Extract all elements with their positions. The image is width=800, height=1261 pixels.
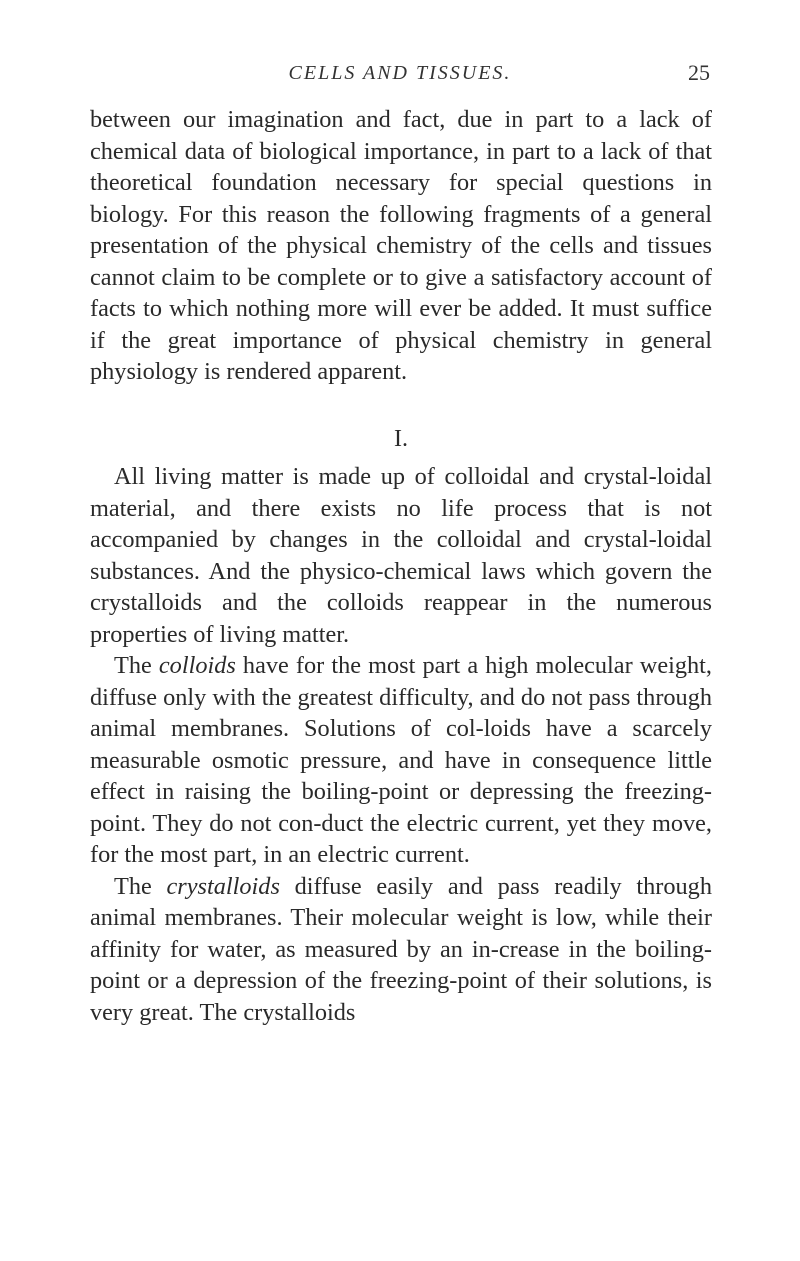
paragraph-colloids-intro: The (114, 652, 159, 679)
paragraph-crystalloids-intro: The (114, 872, 167, 900)
term-colloids: colloids (158, 652, 236, 679)
page-number: 25 (688, 60, 710, 85)
paragraph-continuation: between our imagination and fact, due in part to a lack of chemical data of biological importance, in part to a lack of that theoretical foundation necessary for special questions in biology. For this reason the following fragments of a general presentation of the physical chemistry of the cells and tissues cannot claim to be complete or to give a satisfactory account of facts to which nothing more will ever be added. It must suffice if the great importance of physical chemistry in general physiology is rendered apparent. (90, 106, 712, 385)
paragraph-colloids-body: have for the most part a high molecular weight, diffuse only with the greatest difficulty, and do not pass through animal membranes. Solutions of col-loids have a scarcely measurable osmotic pressure, and have in consequence little effect in raising the boiling-point or depressing the freezing-point. They do not con-duct the electric current, yet they move, for the most part, in an electric current. (90, 652, 712, 868)
running-head (0, 62, 800, 92)
paragraph-living-matter: All living matter is made up of colloidal and crystal-loidal material, and there exists no life process that is not accompanied by changes in the colloidal and crystal-loidal substances. And the physico-chemical laws which govern the crystalloids and the colloids reappear in the numerous properties of living matter. (90, 463, 712, 648)
term-crystalloids: crystalloids (166, 872, 280, 900)
body-text (90, 104, 712, 1028)
paragraph-colloids (90, 650, 712, 871)
paragraph-crystalloids-body: diffuse easily and pass readily through animal membranes. Their molecular weight is low, while their affinity for water, as measured by an in-crease in the boiling-point or a depression of the freezing-point of their solutions, is very great. The crystalloids (90, 872, 712, 1026)
section-heading: I. (394, 425, 408, 452)
paragraph-crystalloids (90, 871, 712, 1029)
running-title: CELLS AND TISSUES. (288, 62, 512, 84)
